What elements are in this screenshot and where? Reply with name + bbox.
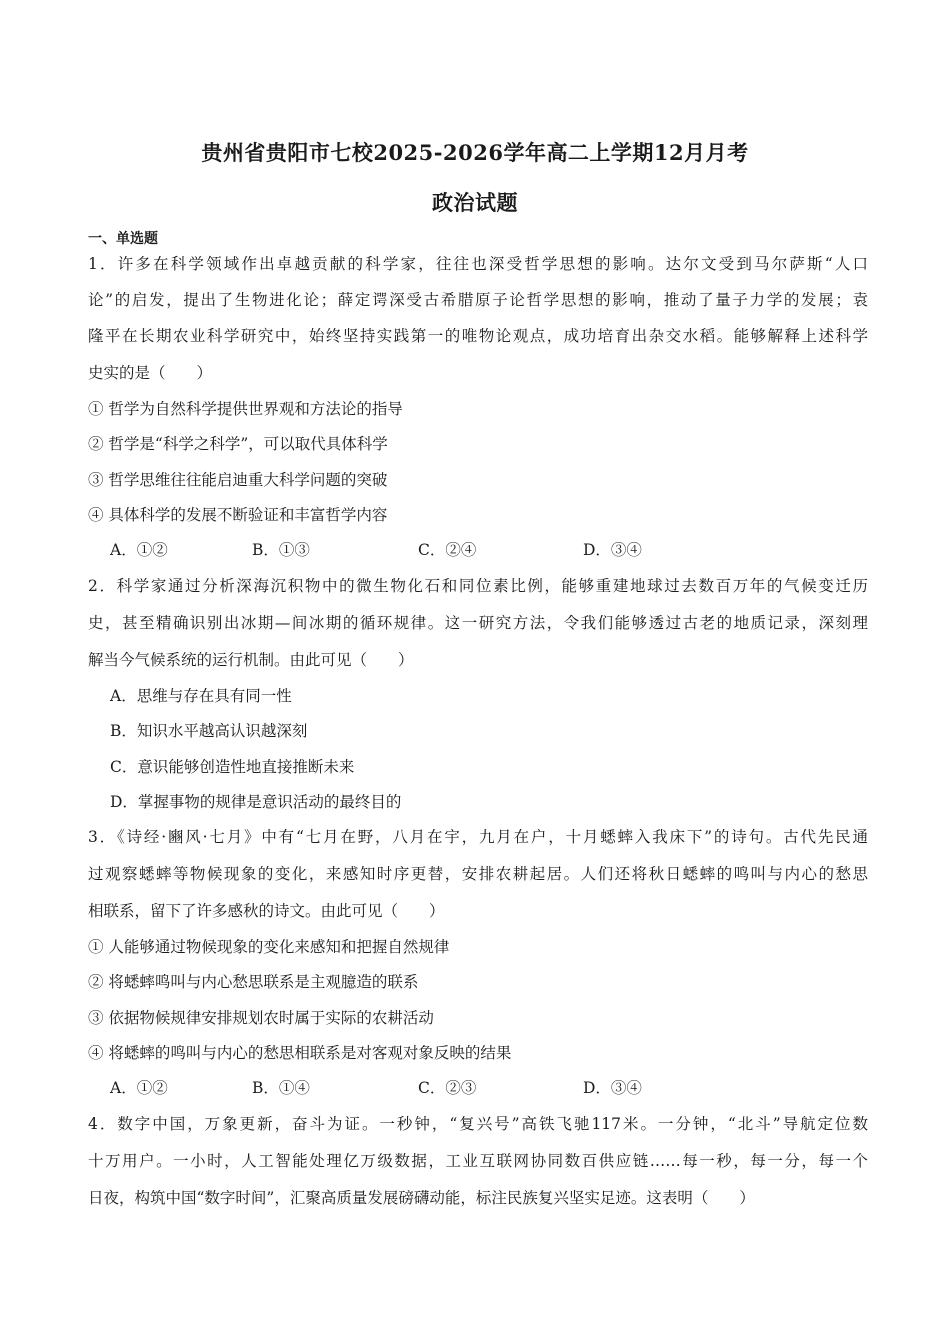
question-3-choice-c: C．②③ — [418, 1079, 477, 1097]
question-1-line-1: 1．许多在科学领域作出卓越贡献的科学家，往往也深受哲学思想的影响。达尔文受到马尔萨斯“人口 — [88, 255, 868, 273]
question-1-line-3: 隆平在长期农业科学研究中，始终坚持实践第一的唯物论观点，成功培育出杂交水稻。能够解释上述科学 — [88, 327, 868, 345]
question-1-choice-d: D．③④ — [583, 541, 642, 559]
question-2-option-b: B．知识水平越高认识越深刻 — [110, 722, 308, 740]
question-3-statement-1: ① 人能够通过物候现象的变化来感知和把握自然规律 — [88, 938, 450, 956]
question-2-option-c: C．意识能够创造性地直接推断未来 — [110, 758, 355, 776]
question-3-statement-3: ③ 依据物候规律安排规划农时属于实际的农耕活动 — [88, 1009, 434, 1027]
question-1-choice-a: A．①② — [110, 541, 168, 559]
question-2-line-2: 史，甚至精确识别出冰期—间冰期的循环规律。这一研究方法，令我们能够透过古老的地质记录，深刻理 — [88, 614, 868, 632]
question-1-line-4: 史实的是（ ） — [88, 364, 213, 382]
question-1-statement-1: ① 哲学为自然科学提供世界观和方法论的指导 — [88, 400, 403, 418]
question-3-statement-4: ④ 将蟋蟀的鸣叫与内心的愁思相联系是对客观对象反映的结果 — [88, 1044, 512, 1062]
question-1-line-2: 论”的启发，提出了生物进化论；薛定谔深受古希腊原子论哲学思想的影响，推动了量子力学的发展；袁 — [88, 291, 868, 309]
exam-subject: 政治试题 — [432, 190, 518, 215]
question-2-line-3: 解当今气候系统的运行机制。由此可见（ ） — [88, 651, 414, 669]
question-3-choice-a: A．①② — [110, 1079, 168, 1097]
exam-title: 贵州省贵阳市七校2025-2026学年高二上学期12月月考 — [201, 140, 749, 165]
question-1-statement-2: ② 哲学是“科学之科学”，可以取代具体科学 — [88, 435, 388, 453]
question-1-choice-c: C．②④ — [418, 541, 477, 559]
question-3-choice-b: B．①④ — [252, 1079, 310, 1097]
section-heading: 一、单选题 — [88, 231, 158, 247]
question-3-line-2: 过观察蟋蟀等物候现象的变化，来感知时序更替，安排农耕起居。人们还将秋日蟋蟀的鸣叫与内心的愁思 — [88, 865, 868, 883]
question-2-option-d: D．掌握事物的规律是意识活动的最终目的 — [110, 793, 402, 811]
question-3-line-3: 相联系，留下了许多感秋的诗文。由此可见（ ） — [88, 902, 445, 920]
question-4-line-2: 十万用户。一小时，人工智能处理亿万级数据，工业互联网协同数百供应链……每一秒，每一分，每一个 — [88, 1152, 868, 1170]
question-1-choice-b: B．①③ — [252, 541, 310, 559]
question-4-line-3: 日夜，构筑中国“数字时间”，汇聚高质量发展磅礴动能，标注民族复兴坚实足迹。这表明（ ） — [88, 1189, 755, 1207]
question-3-statement-2: ② 将蟋蟀鸣叫与内心愁思联系是主观臆造的联系 — [88, 973, 419, 991]
question-4-line-1: 4．数字中国，万象更新，奋斗为证。一秒钟，“复兴号”高铁飞驰117米。一分钟，“北斗”导航定位数 — [88, 1115, 868, 1133]
question-1-statement-4: ④ 具体科学的发展不断验证和丰富哲学内容 — [88, 506, 388, 524]
question-3-line-1: 3．《诗经·豳风·七月》中有“七月在野，八月在宇，九月在户，十月蟋蟀入我床下”的诗句。古代先民通 — [88, 828, 868, 846]
question-2-option-a: A．思维与存在具有同一性 — [110, 687, 292, 705]
question-1-statement-3: ③ 哲学思维往往能启迪重大科学问题的突破 — [88, 471, 388, 489]
question-2-line-1: 2．科学家通过分析深海沉积物中的微生物化石和同位素比例，能够重建地球过去数百万年的气候变迁历 — [88, 577, 868, 595]
question-3-choice-d: D．③④ — [583, 1079, 642, 1097]
